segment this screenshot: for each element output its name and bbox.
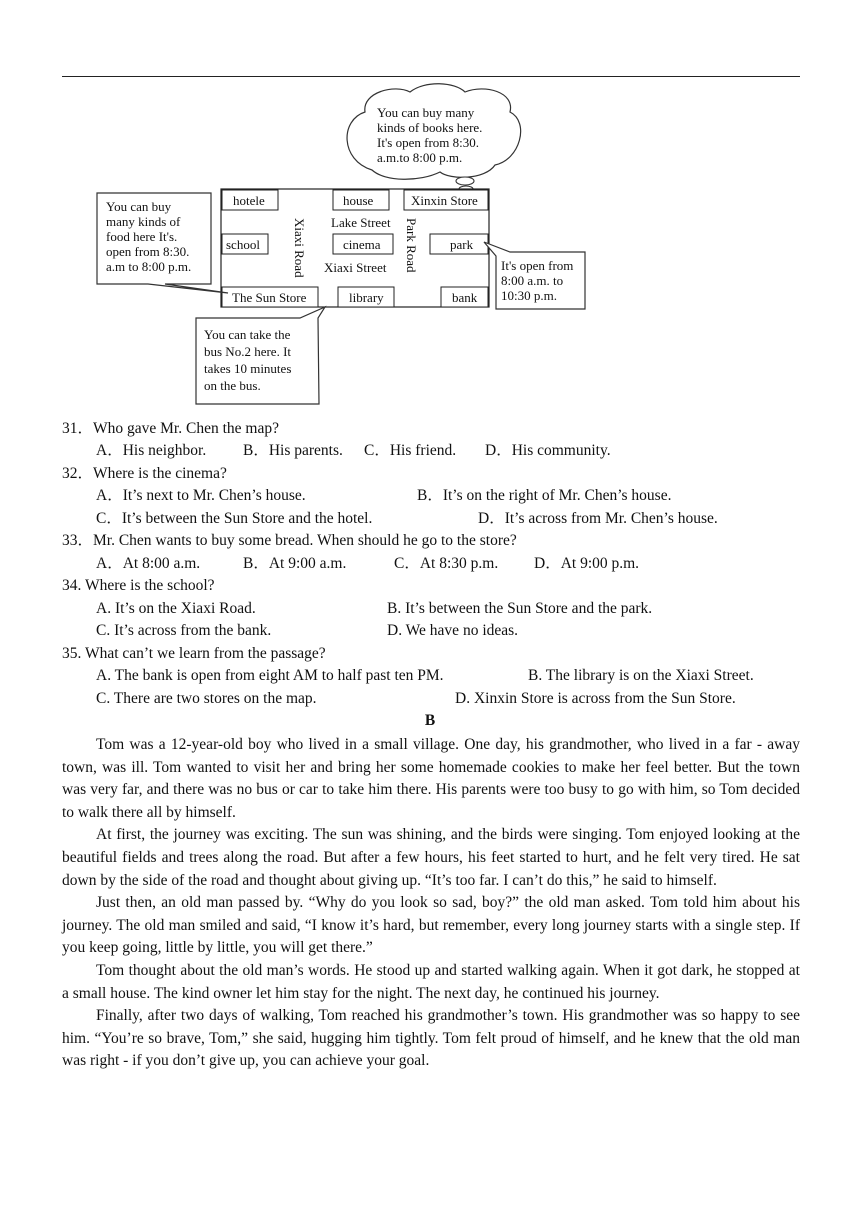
option-34d[interactable]: D. We have no ideas. — [387, 622, 519, 639]
option-33c[interactable]: C．At 8:30 p.m. — [394, 555, 499, 572]
place-library-label: library — [349, 290, 384, 305]
passage-paragraph: Finally, after two days of walking, Tom reached his grandmother’s town. His grandmother was so happy to see him. “You’re so brave, Tom,” she said, hugging him tightly. Tom felt proud of himself, and he knew that the old man was right - if you don’t give up, you can achieve your goal. — [62, 1007, 800, 1070]
bubble-line: a.m.to 8:00 p.m. — [377, 150, 463, 165]
svg-text:You can buy: You can buy — [106, 199, 172, 214]
question-35: 35. What can’t we learn from the passage? — [62, 645, 326, 662]
place-cinema-label: cinema — [343, 237, 381, 252]
option-34c[interactable]: C. It’s across from the bank. — [96, 622, 272, 639]
passage-paragraph: Tom was a 12-year-old boy who lived in a small village. One day, his grandmother, who lived in a far - away town, was ill. Tom wanted to visit her and bring her some homemade cookies to make her feel better. But the town was very far, and there was no bus or car to take him there. His parents were too busy to go with him, so Tom decided to walk there all by himself. — [62, 736, 800, 821]
option-33a[interactable]: A．At 8:00 a.m. — [96, 555, 201, 572]
place-xinxin-label: Xinxin Store — [411, 193, 478, 208]
road-park: Park Road — [404, 218, 419, 273]
question-34: 34. Where is the school? — [62, 577, 215, 594]
svg-text:a.m to 8:00 p.m.: a.m to 8:00 p.m. — [106, 259, 192, 274]
option-35b[interactable]: B. The library is on the Xiaxi Street. — [528, 667, 754, 684]
passage-paragraph: At first, the journey was exciting. The sun was shining, and the birds were singing. Tom enjoyed looking at the beautiful fields and trees along the road. But after a few hours, his feet started to hurt, and he felt very tired. He sat down by the side of the road and thought about giving up. “It’s too far. I can’t do this,” he said to himself. — [62, 826, 800, 889]
svg-text:kinds of books here. — [377, 120, 482, 135]
svg-text:takes 10 minutes: takes 10 minutes — [204, 361, 292, 376]
option-34a[interactable]: A. It’s on the Xiaxi Road. — [96, 600, 256, 617]
svg-text:8:00 a.m. to: 8:00 a.m. to — [501, 273, 564, 288]
question-32: 32．Where is the cinema? — [62, 465, 227, 482]
svg-text:It's open from: It's open from — [501, 258, 574, 273]
option-31d[interactable]: D．His community. — [485, 442, 611, 459]
option-32c[interactable]: C．It’s between the Sun Store and the hotel. — [96, 510, 373, 527]
passage-paragraph: Just then, an old man passed by. “Why do you look so sad, boy?” the old man asked. Tom told him about his journey. The old man smiled and said, “I know it’s hard, but remember, every long journey starts with a single step. If you keep going, little by little, you will get there.” — [62, 894, 800, 957]
bubble-line: kinds of books here. — [377, 120, 483, 135]
street-lake: Lake Street — [331, 215, 391, 230]
place-house-label: house — [343, 193, 374, 208]
question-33: 33．Mr. Chen wants to buy some bread. When should he go to the store? — [62, 532, 517, 549]
option-31a[interactable]: A．His neighbor. — [96, 442, 207, 459]
svg-text:many kinds of: many kinds of — [106, 214, 181, 229]
option-31b[interactable]: B．His parents. — [243, 442, 343, 459]
passage-paragraph: Tom thought about the old man’s words. He stood up and started walking again. When it got dark, he stopped at a small house. The kind owner let him stay for the night. The next day, he continued his journey. — [62, 961, 800, 1002]
option-31c[interactable]: C．His friend. — [364, 442, 457, 459]
option-35c[interactable]: C. There are two stores on the map. — [96, 690, 317, 707]
option-35a[interactable]: A. The bank is open from eight AM to half past ten PM. — [96, 667, 444, 684]
bubble-line: You can buy many — [377, 105, 475, 120]
road-xiaxi: Xiaxi Road — [292, 218, 307, 278]
reading-passage — [62, 734, 800, 1073]
question-31: 31．Who gave Mr. Chen the map? — [62, 420, 279, 437]
option-32a[interactable]: A．It’s next to Mr. Chen’s house. — [96, 487, 306, 504]
option-33d[interactable]: D．At 9:00 p.m. — [534, 555, 640, 572]
place-school-label: school — [226, 237, 260, 252]
thought-dot-1 — [456, 177, 474, 185]
svg-text:It's open from 8:30. — [377, 135, 479, 150]
svg-text:on the bus.: on the bus. — [204, 378, 261, 393]
svg-text:a.m.to 8:00 p.m. — [377, 150, 462, 165]
option-33b[interactable]: B．At 9:00 a.m. — [243, 555, 347, 572]
place-sunstore-label: The Sun Store — [232, 290, 307, 305]
svg-text:You can buy many — [377, 105, 475, 120]
town-map — [0, 0, 860, 410]
street-xiaxi: Xiaxi Street — [324, 260, 387, 275]
section-b-heading: B — [424, 712, 436, 729]
bubble-line: It's open from 8:30. — [377, 135, 479, 150]
svg-text:10:30 p.m.: 10:30 p.m. — [501, 288, 557, 303]
option-34b[interactable]: B. It’s between the Sun Store and the park. — [387, 600, 653, 617]
option-32b[interactable]: B．It’s on the right of Mr. Chen’s house. — [417, 487, 672, 504]
option-35d[interactable]: D. Xinxin Store is across from the Sun Store. — [455, 690, 736, 707]
place-park-label: park — [450, 237, 474, 252]
svg-text:bus No.2 here. It: bus No.2 here. It — [204, 344, 292, 359]
option-32d[interactable]: D．It’s across from Mr. Chen’s house. — [478, 510, 718, 527]
svg-text:open from 8:30.: open from 8:30. — [106, 244, 190, 259]
svg-text:You can take the: You can take the — [204, 327, 291, 342]
svg-text:food here It's.: food here It's. — [106, 229, 178, 244]
place-hotel-label: hotele — [233, 193, 265, 208]
place-bank-label: bank — [452, 290, 478, 305]
